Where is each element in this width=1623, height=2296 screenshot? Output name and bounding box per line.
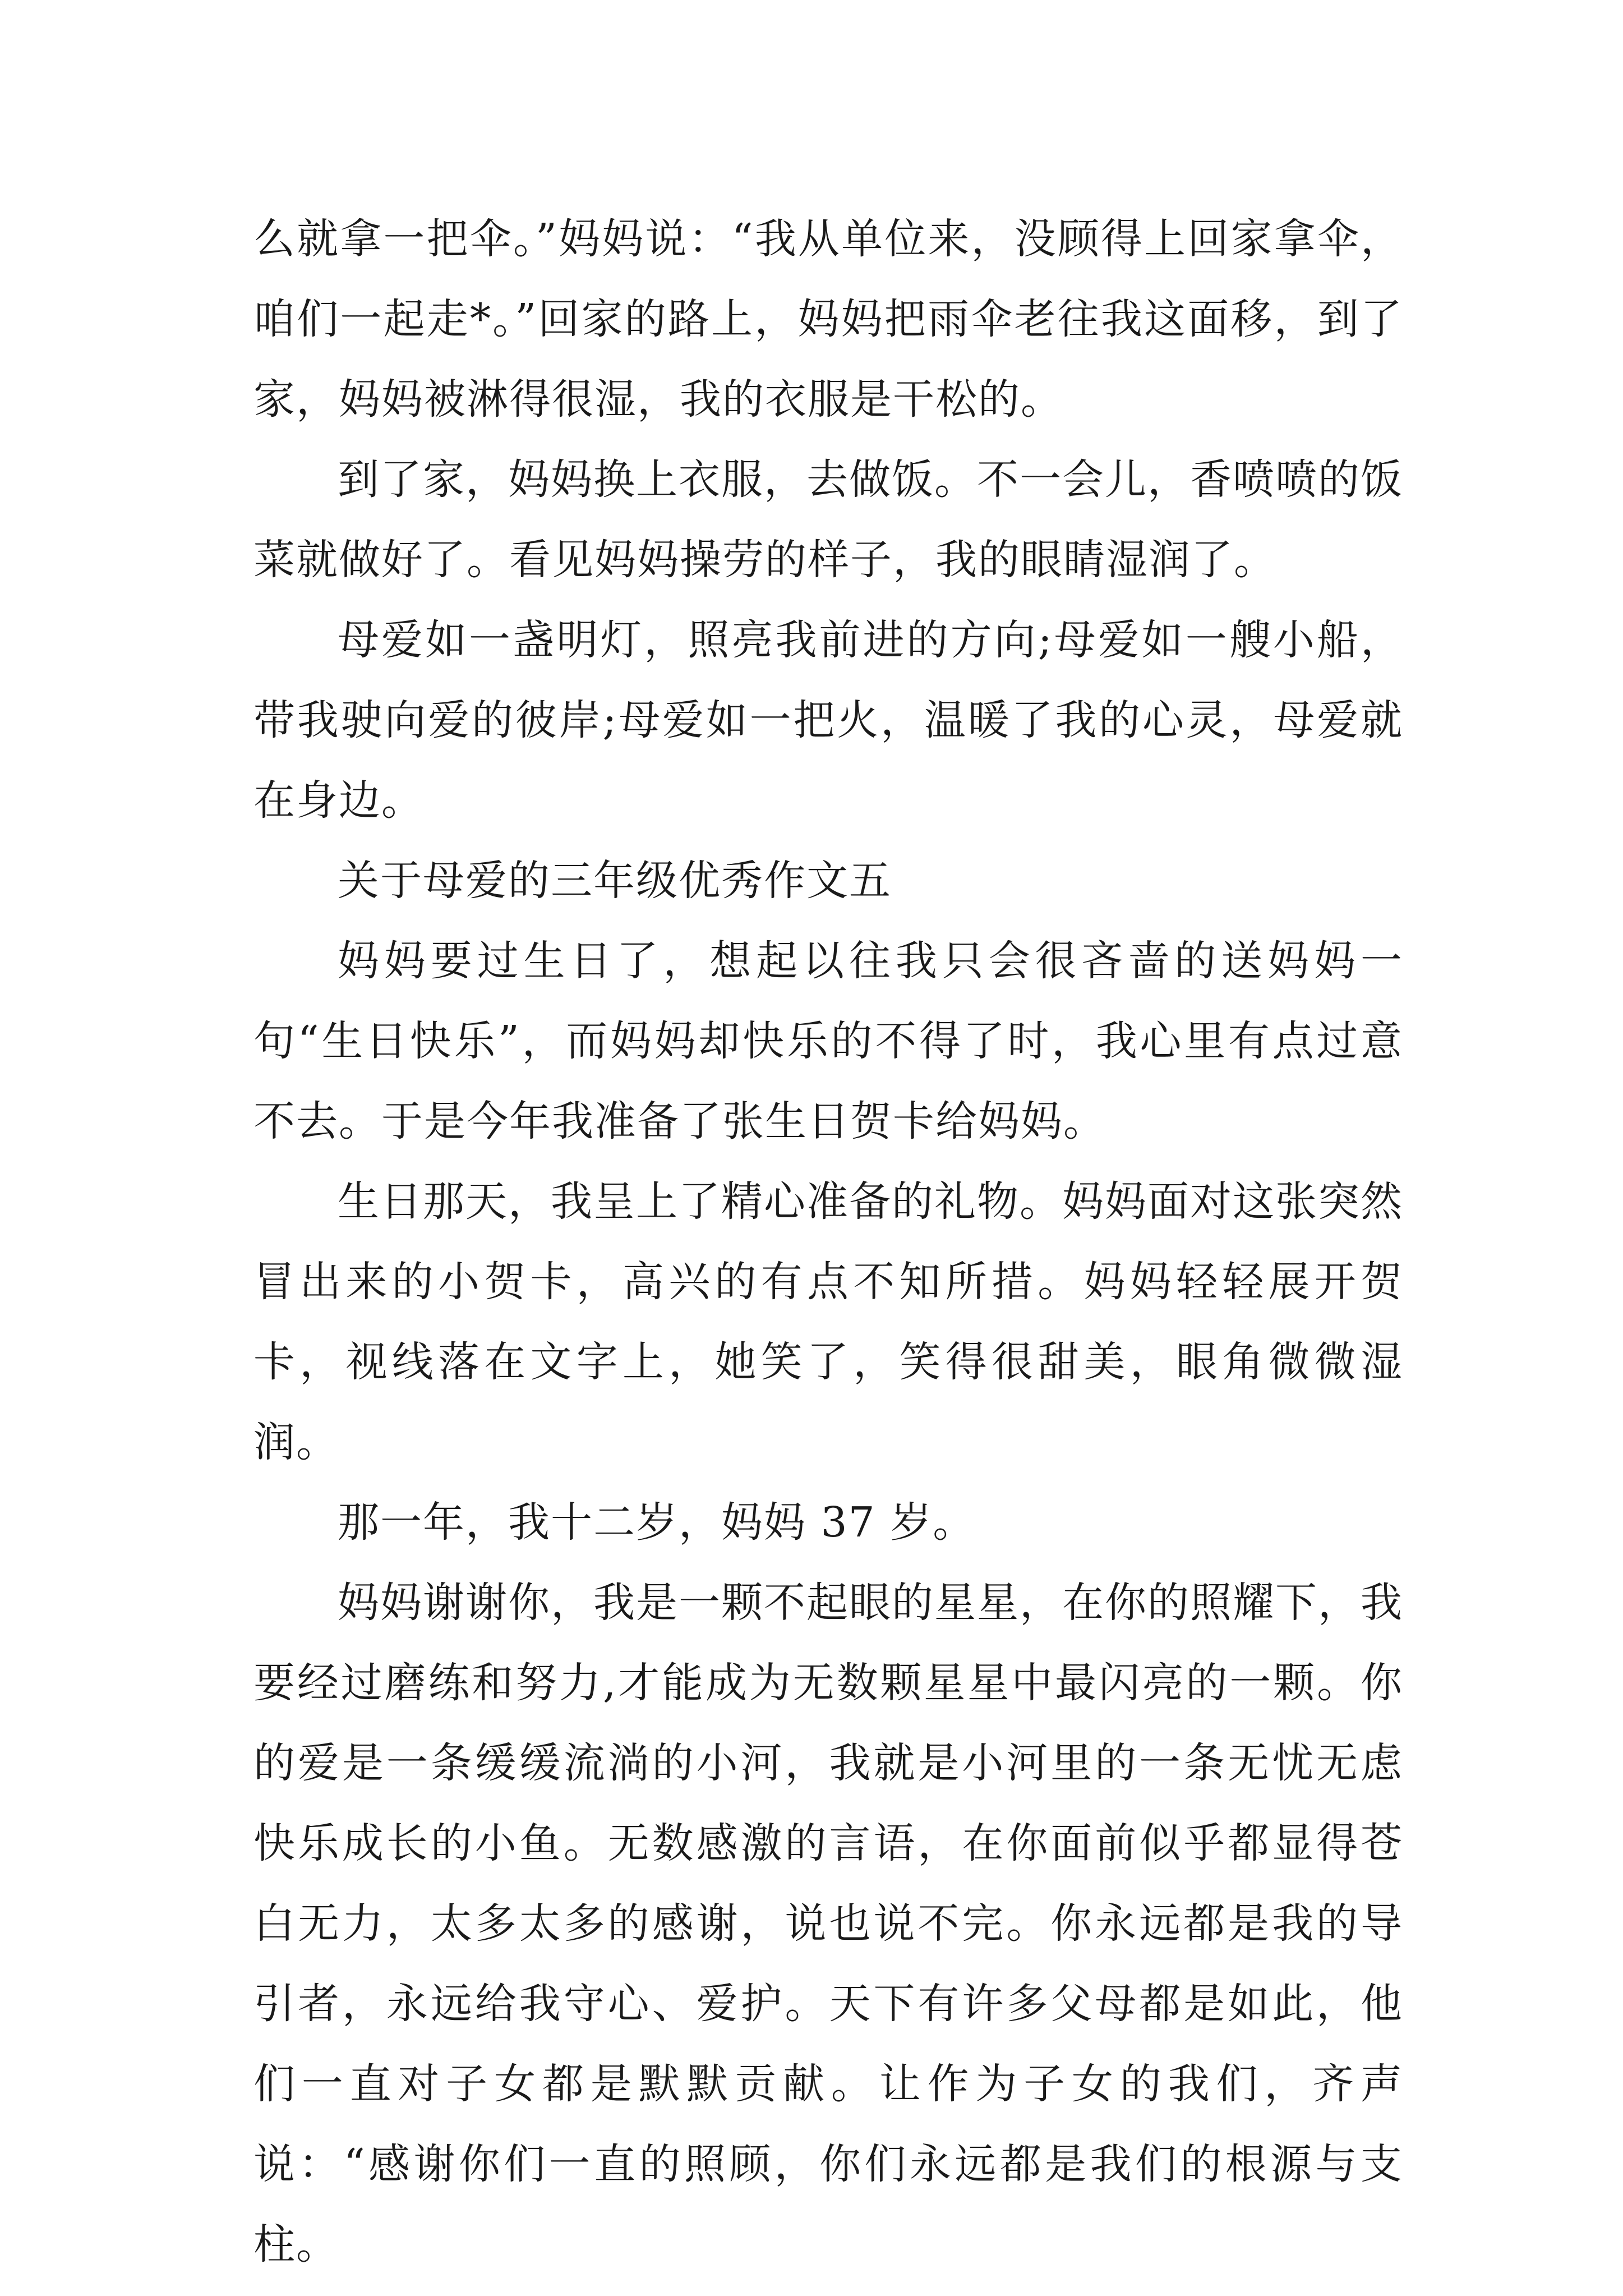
paragraph: 那一年，我十二岁，妈妈 37 岁。 [338, 1498, 976, 1547]
paragraph: 妈妈要过生日了，想起以往我只会很吝啬的送妈妈一句“生日快乐”，而妈妈却快乐的不得了时，我心里有点过意不去。于是今年我准备了张生日贺卡给妈妈。 [253, 937, 1403, 1145]
document-body [253, 199, 1403, 2285]
paragraph: 妈妈谢谢你，我是一颗不起眼的星星，在你的照耀下，我要经过磨练和努力,才能成为无数颗星星中最闪亮的一颗。你的爱是一条缓缓流淌的小河，我就是小河里的一条无忧无虑快乐成长的小鱼。无数感激的言语，在你面前似乎都显得苍白无力，太多太多的感谢，说也说不完。你永远都是我的导引者，永远给我守心、爱护。天下有许多父母都是如此，他们一直对子女都是默默贡献。让作为子女的我们，齐声说：“感谢你们一直的照顾，你们永远都是我们的根源与支柱。 [253, 1579, 1403, 2269]
paragraph: 到了家，妈妈换上衣服，去做饭。不一会儿，香喷喷的饭菜就做好了。看见妈妈操劳的样子，我的眼睛湿润了。 [253, 455, 1403, 584]
section-heading: 关于母爱的三年级优秀作文五 [338, 857, 892, 905]
paragraph: 生日那天，我呈上了精心准备的礼物。妈妈面对这张突然冒出来的小贺卡，高兴的有点不知所措。妈妈轻轻展开贺卡，视线落在文字上，她笑了，笑得很甜美，眼角微微湿润。 [253, 1177, 1403, 1466]
paragraph: 么就拿一把伞。”妈妈说：“我从单位来，没顾得上回家拿伞，咱们一起走*。”回家的路上，妈妈把雨伞老往我这面移，到了家，妈妈被淋得很湿，我的衣服是干松的。 [253, 215, 1403, 424]
paragraph: 母爱如一盏明灯，照亮我前进的方向;母爱如一艘小船，带我驶向爱的彼岸;母爱如一把火，温暖了我的心灵，母爱就在身边。 [253, 616, 1403, 825]
